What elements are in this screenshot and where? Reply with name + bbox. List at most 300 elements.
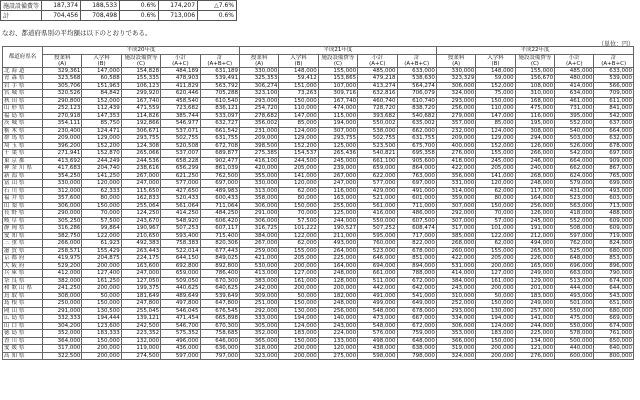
fee-cell: 413,274 — [358, 82, 397, 90]
column-header — [436, 54, 475, 67]
fee-cell: 127,000 — [476, 270, 515, 278]
pref-name: 山形県 — [3, 105, 43, 113]
fee-cell: 116,000 — [318, 187, 357, 195]
pref-name: 新潟県 — [3, 172, 43, 180]
column-label: 入学料 — [93, 54, 110, 61]
fee-cell: 538,000 — [358, 127, 397, 135]
fee-cell: 266,000 — [43, 240, 82, 248]
fee-cell: 116,000 — [515, 112, 554, 120]
pref-name: 青森県 — [3, 75, 43, 83]
pref-name: 奈良県 — [3, 277, 43, 285]
fee-cell: 163,600 — [121, 262, 160, 270]
fee-cell: 210,650 — [121, 232, 160, 240]
fee-cell: 147,000 — [82, 67, 121, 75]
fee-cell: 530,000 — [239, 262, 278, 270]
fee-cell: 502,755 — [161, 135, 200, 143]
fee-cell: 642,000 — [397, 285, 436, 293]
fee-cell: 638,000 — [397, 345, 436, 353]
fee-cell: 440,000 — [555, 345, 594, 353]
fee-cell: 122,000 — [279, 232, 318, 240]
fee-cell: 307,000 — [318, 127, 357, 135]
fee-cell: 209,000 — [43, 135, 82, 143]
column-header — [82, 54, 121, 67]
fee-cell: 161,000 — [476, 277, 515, 285]
column-header — [318, 54, 357, 67]
fee-cell: 62,000 — [279, 240, 318, 248]
fee-cell: 204,875 — [82, 255, 121, 263]
fee-cell: 608,474 — [397, 225, 436, 233]
fee-cell: 85,750 — [82, 120, 121, 128]
fee-cell: 305,250 — [43, 217, 82, 225]
column-header — [161, 54, 200, 67]
fee-cell: 150,000 — [82, 337, 121, 345]
fee-cell: 276,000 — [515, 352, 554, 360]
fee-cell: 57,500 — [279, 217, 318, 225]
fee-cell: 786,400 — [200, 270, 239, 278]
fee-cell: 677,443 — [200, 247, 239, 255]
fee-cell: 292,000 — [436, 210, 475, 218]
fee-cell: 486,000 — [397, 210, 436, 218]
fee-cell: 471,559 — [121, 105, 160, 113]
fee-cell: 461,000 — [555, 97, 594, 105]
fee-cell: 422,000 — [436, 165, 475, 173]
table-row — [3, 112, 634, 120]
fee-cell: 62,333 — [82, 187, 121, 195]
fee-cell: 154,537 — [279, 150, 318, 158]
fee-cell: 70,000 — [82, 210, 121, 218]
fee-cell: 458,540 — [161, 97, 200, 105]
fee-cell: 421,000 — [239, 255, 278, 263]
table-row — [3, 217, 634, 225]
fee-cell: 151,963 — [82, 82, 121, 90]
fee-cell: 120,000 — [476, 180, 515, 188]
pref-name: 長野県 — [3, 210, 43, 218]
pref-name: 島根県 — [3, 300, 43, 308]
fee-cell: 243,000 — [318, 322, 357, 330]
fee-cell: 258,571 — [43, 247, 82, 255]
fee-cell: 412,000 — [43, 270, 82, 278]
fee-cell: 238,616 — [121, 165, 160, 173]
fee-cell: 497,800 — [161, 300, 200, 308]
fee-cell: 442,000 — [358, 285, 397, 293]
fee-cell: 330,000 — [239, 67, 278, 75]
fee-cell: 494,000 — [515, 240, 554, 248]
summary-cell: 0.6% — [198, 11, 237, 21]
fee-cell: 644,150 — [161, 255, 200, 263]
fee-cell: 205,000 — [279, 255, 318, 263]
fee-cell: 632,727 — [200, 120, 239, 128]
fee-cell: 150,000 — [476, 97, 515, 105]
fee-cell: 306,274 — [239, 82, 278, 90]
fee-cell: 243,000 — [436, 285, 475, 293]
fee-cell: 429,000 — [358, 187, 397, 195]
fee-cell: 320,526 — [43, 90, 82, 98]
fee-cell: 820,306 — [200, 240, 239, 248]
fee-cell: 489,983 — [200, 187, 239, 195]
fee-cell: 241,250 — [43, 285, 82, 293]
fee-cell: 503,000 — [555, 135, 594, 143]
fee-cell: 905,600 — [397, 157, 436, 165]
fee-cell: 695,358 — [397, 150, 436, 158]
fee-cell: 124,308 — [121, 142, 160, 150]
fee-cell: 491,000 — [358, 292, 397, 300]
fee-cell: 329,361 — [43, 67, 82, 75]
fee-cell: 57,500 — [82, 217, 121, 225]
fee-cell: 200,000 — [82, 345, 121, 353]
fee-cell: 606,420 — [200, 217, 239, 225]
fee-cell: 183,000 — [476, 330, 515, 338]
table-row — [3, 105, 634, 113]
fee-cell: 414,000 — [555, 82, 594, 90]
fee-cell: 800,000 — [594, 352, 634, 360]
pref-name: 和歌山県 — [3, 285, 43, 293]
fee-cell: 689,877 — [200, 150, 239, 158]
summary-cell: △7.6% — [198, 1, 237, 11]
header-row-years — [3, 47, 634, 55]
fee-cell: 247,000 — [121, 270, 160, 278]
fee-cell: 268,000 — [436, 240, 475, 248]
fee-cell: 317,000 — [436, 225, 475, 233]
fee-cell: 99,864 — [82, 225, 121, 233]
fee-cell: 717,000 — [397, 232, 436, 240]
fee-cell: 622,000 — [358, 172, 397, 180]
fee-cell: 110,000 — [279, 105, 318, 113]
fee-cell: 523,000 — [555, 195, 594, 203]
fee-cell: 124,471 — [82, 127, 121, 135]
fee-cell: 610,540 — [200, 97, 239, 105]
fee-cell: 141,250 — [82, 172, 121, 180]
table-row — [3, 195, 634, 203]
table-row — [3, 277, 634, 285]
fee-cell: 124,000 — [279, 322, 318, 330]
summary-cell: 187,374 — [42, 1, 81, 11]
fee-cell: 256,000 — [318, 307, 357, 315]
fee-cell: 670,300 — [200, 277, 239, 285]
fee-cell: 507,253 — [161, 225, 200, 233]
fee-cell: 62,000 — [476, 240, 515, 248]
fee-cell: 649,000 — [397, 300, 436, 308]
fee-cell: 658,228 — [161, 157, 200, 165]
fee-cell: 242,000 — [239, 285, 278, 293]
fee-cell: 492,383 — [121, 240, 160, 248]
fee-cell: 244,249 — [82, 157, 121, 165]
fee-cell: 731,000 — [555, 105, 594, 113]
pref-name: 埼玉県 — [3, 142, 43, 150]
fee-cell: 713,000 — [594, 202, 634, 210]
fee-cell: 165,000 — [515, 262, 554, 270]
column-sub: (A+C) — [369, 60, 386, 67]
fee-cell: 310,000 — [436, 292, 475, 300]
table-row — [3, 180, 634, 188]
fee-cell: 637,000 — [594, 120, 634, 128]
fee-cell: 147,353 — [82, 112, 121, 120]
fee-cell: 332,333 — [43, 315, 82, 323]
fee-cell: 356,000 — [436, 172, 475, 180]
fee-cell: 419,975 — [43, 255, 82, 263]
pref-name: 東京都 — [3, 157, 43, 165]
fee-cell: 101,222 — [279, 225, 318, 233]
fee-cell: 75,000 — [476, 90, 515, 98]
fee-cell: 493,000 — [555, 292, 594, 300]
fee-cell: 705,288 — [200, 90, 239, 98]
fee-cell: 699,000 — [594, 180, 634, 188]
fee-cell: 610,740 — [397, 97, 436, 105]
fee-cell: 122,000 — [476, 232, 515, 240]
pref-name: 高知県 — [3, 352, 43, 360]
fee-cell: 122,000 — [82, 232, 121, 240]
fee-cell: 60,588 — [82, 75, 121, 83]
fee-cell: 542,000 — [555, 150, 594, 158]
fee-cell: 664,000 — [555, 157, 594, 165]
fee-cell: 291,000 — [239, 210, 278, 218]
fee-cell: 310,000 — [515, 90, 554, 98]
fee-cell: 152,000 — [476, 82, 515, 90]
table-row — [3, 292, 634, 300]
fee-cell: 765,000 — [594, 172, 634, 180]
pref-name: 岐阜県 — [3, 217, 43, 225]
summary-cell: 174,207 — [159, 1, 198, 11]
fee-cell: 248,000 — [515, 180, 554, 188]
fee-cell: 385,000 — [436, 232, 475, 240]
fee-cell: 127,400 — [82, 270, 121, 278]
fee-cell: 540,000 — [555, 127, 594, 135]
fee-cell: 152,200 — [279, 142, 318, 150]
fee-cell: 676,545 — [200, 307, 239, 315]
fee-cell: 411,829 — [161, 82, 200, 90]
column-header — [476, 54, 515, 67]
fee-cell: 127,050 — [121, 277, 160, 285]
fee-cell: 851,000 — [397, 255, 436, 263]
fee-cell: 696,000 — [555, 262, 594, 270]
fee-cell: 836,121 — [200, 105, 239, 113]
fee-cell: 200,000 — [82, 262, 121, 270]
column-header — [239, 54, 278, 67]
year-header: 平成22年度 — [436, 47, 633, 55]
fee-cell: 293,755 — [121, 135, 160, 143]
fee-cell: 255,045 — [121, 307, 160, 315]
summary-table — [0, 0, 237, 21]
pref-name: 愛媛県 — [3, 345, 43, 353]
pref-name: 山梨県 — [3, 202, 43, 210]
fee-cell: 270,918 — [43, 112, 82, 120]
fee-cell: 117,000 — [515, 187, 554, 195]
fee-cell: 523,500 — [358, 142, 397, 150]
fee-cell: 323,329 — [436, 75, 475, 83]
fee-cell: 520,433 — [161, 195, 200, 203]
fee-cell: 123,600 — [82, 322, 121, 330]
column-sub: (A+B+C) — [404, 60, 430, 67]
fee-cell: 715,400 — [200, 232, 239, 240]
fee-cell: 798,000 — [397, 352, 436, 360]
fee-cell: 308,000 — [515, 127, 554, 135]
fee-cell: 259,000 — [239, 247, 278, 255]
pref-name: 福井県 — [3, 195, 43, 203]
pref-name: 静岡県 — [3, 225, 43, 233]
pref-name: 広島県 — [3, 315, 43, 323]
fee-cell: 200,000 — [476, 352, 515, 360]
pref-name: 千葉県 — [3, 150, 43, 158]
fee-cell: 354,250 — [43, 172, 82, 180]
fee-cell: 480,000 — [555, 75, 594, 83]
fee-cell: 279,000 — [436, 112, 475, 120]
fee-cell: 211,000 — [318, 232, 357, 240]
fee-cell: 308,000 — [43, 292, 82, 300]
fee-cell: 493,000 — [594, 187, 634, 195]
fee-cell: 247,000 — [318, 180, 357, 188]
pref-name: 京都府 — [3, 255, 43, 263]
pref-name: 徳島県 — [3, 330, 43, 338]
fee-cell: 126,000 — [515, 210, 554, 218]
pref-header: 都道府県名 — [3, 47, 43, 68]
fee-cell: 132,000 — [121, 337, 160, 345]
fee-cell: 265,436 — [318, 150, 357, 158]
fee-cell: 357,600 — [43, 195, 82, 203]
fee-cell: 330,000 — [436, 67, 475, 75]
fee-cell: 761,000 — [594, 330, 634, 338]
fee-cell: 306,000 — [239, 217, 278, 225]
fee-cell: 662,000 — [397, 127, 436, 135]
fee-cell: 539,000 — [594, 75, 634, 83]
fee-cell: 293,755 — [318, 135, 357, 143]
table-row — [3, 307, 634, 315]
fee-cell: 762,500 — [200, 172, 239, 180]
fee-cell: 164,000 — [318, 262, 357, 270]
fee-cell: 248,000 — [318, 300, 357, 308]
fee-cell: 561,000 — [358, 202, 397, 210]
fee-cell: 396,200 — [43, 142, 82, 150]
pref-name: 石川県 — [3, 187, 43, 195]
table-row — [3, 345, 634, 353]
fee-cell: 62,000 — [476, 187, 515, 195]
fee-cell: 398,500 — [239, 142, 278, 150]
fee-cell: 538,630 — [397, 75, 436, 83]
fee-cell: 256,000 — [436, 105, 475, 113]
fee-cell: 636,000 — [200, 345, 239, 353]
fee-cell: 212,000 — [515, 232, 554, 240]
fee-cell: 478,903 — [161, 75, 200, 83]
pref-name: 鳥取県 — [3, 292, 43, 300]
fee-cell: 416,000 — [358, 210, 397, 218]
table-row — [3, 232, 634, 240]
fee-cell: 324,000 — [436, 352, 475, 360]
fee-cell: 678,000 — [594, 142, 634, 150]
fee-cell: 384,000 — [436, 277, 475, 285]
fee-cell: 564,274 — [397, 82, 436, 90]
fee-cell: 150,000 — [279, 337, 318, 345]
fee-cell: 513,000 — [555, 277, 594, 285]
fee-cell: 418,000 — [436, 157, 475, 165]
fee-cell: 115,000 — [318, 112, 357, 120]
fee-cell: 640,000 — [594, 345, 634, 353]
fee-cell: 561,064 — [161, 202, 200, 210]
fee-cell: 224,175 — [121, 255, 160, 263]
fee-cell: 352,000 — [239, 330, 278, 338]
fee-cell: 190,967 — [121, 225, 160, 233]
fee-cell: 256,000 — [515, 202, 554, 210]
table-row — [3, 165, 634, 173]
column-sub: (B) — [491, 60, 500, 67]
fee-cell: 155,000 — [476, 247, 515, 255]
fee-cell: 119,000 — [121, 345, 160, 353]
fee-cell: 680,000 — [594, 307, 634, 315]
fee-cell: 414,000 — [436, 270, 475, 278]
fee-cell: 537,071 — [161, 127, 200, 135]
fee-cell: 225,000 — [515, 330, 554, 338]
fee-cell: 205,000 — [279, 165, 318, 173]
fee-cell: 543,000 — [594, 292, 634, 300]
fee-cell: 824,000 — [594, 240, 634, 248]
fee-cell: 114,826 — [121, 112, 160, 120]
summary-cell: 713,006 — [159, 11, 198, 21]
fee-cell: 520,508 — [161, 142, 200, 150]
fee-cell: 474,000 — [318, 105, 357, 113]
fee-cell: 383,000 — [239, 277, 278, 285]
fee-cell: 670,300 — [200, 322, 239, 330]
table-row — [3, 82, 634, 90]
fee-cell: 365,000 — [239, 337, 278, 345]
fee-cell: 672,708 — [200, 142, 239, 150]
fee-cell: 601,000 — [397, 195, 436, 203]
fee-cell: 358,000 — [239, 195, 278, 203]
fee-cell: 631,755 — [200, 135, 239, 143]
summary-row — [1, 11, 237, 21]
fee-cell: 163,000 — [318, 195, 357, 203]
pref-name: 富山県 — [3, 180, 43, 188]
fee-cell: 498,000 — [358, 337, 397, 345]
fee-cell: 400,000 — [436, 142, 475, 150]
fee-cell: 552,000 — [555, 120, 594, 128]
fee-cell: 124,000 — [476, 322, 515, 330]
fee-cell: 204,740 — [82, 165, 121, 173]
fee-cell: 190,527 — [318, 225, 357, 233]
fee-cell: 661,542 — [200, 127, 239, 135]
fee-cell: 195,000 — [515, 120, 554, 128]
pref-name: 三重県 — [3, 240, 43, 248]
fee-cell: 85,000 — [476, 120, 515, 128]
column-label: 施設設備費等 — [321, 54, 355, 61]
column-sub: (B) — [97, 60, 106, 67]
pref-name: 香川県 — [3, 337, 43, 345]
fee-cell: 508,000 — [555, 225, 594, 233]
fee-cell: 319,000 — [436, 345, 475, 353]
pref-name: 宮城県 — [3, 90, 43, 98]
fee-cell: 275,000 — [318, 352, 357, 360]
summary-cell: 0.6% — [120, 11, 159, 21]
fee-cell: 278,682 — [239, 112, 278, 120]
column-sub: (A) — [452, 60, 461, 67]
fee-cell: 357,000 — [436, 120, 475, 128]
fee-cell: 257,000 — [515, 307, 554, 315]
fee-cell: 484,189 — [161, 67, 200, 75]
fee-cell: 485,000 — [555, 67, 594, 75]
fee-cell: 366,000 — [436, 337, 475, 345]
fee-cell: 225,000 — [318, 255, 357, 263]
fee-cell: 231,000 — [239, 127, 278, 135]
fee-cell: 129,000 — [279, 135, 318, 143]
fee-cell: 194,000 — [279, 315, 318, 323]
fee-cell: 728,720 — [358, 105, 397, 113]
fee-cell: 539,649 — [200, 292, 239, 300]
table-row — [3, 300, 634, 308]
pref-name: 岩手県 — [3, 82, 43, 90]
fee-cell: 141,000 — [279, 172, 318, 180]
fee-cell: 841,000 — [594, 105, 634, 113]
summary-cell: 704,456 — [42, 11, 81, 21]
fee-cell: 244,000 — [318, 217, 357, 225]
fee-cell: 230,400 — [43, 127, 82, 135]
column-label: 入学料 — [290, 54, 307, 61]
fee-cell: 244,000 — [515, 322, 554, 330]
